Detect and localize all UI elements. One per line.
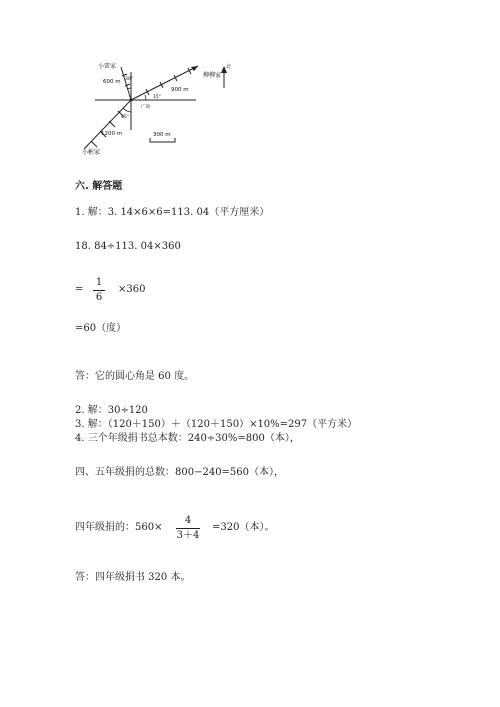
line-7: 3. 解：（120＋150）＋（120＋150）×10%=297（平方米） [75,419,358,430]
angle-arc-15 [145,95,146,100]
fraction-bar [176,528,200,529]
line-4: =60（度） [75,323,127,334]
fraction-denominator: 3＋4 [176,530,200,541]
line-2: 18. 84÷113. 04×360 [75,241,181,252]
plaza-point [130,99,133,102]
label-scale: 300 m [153,132,171,138]
label-angle-15: 15° [153,95,161,100]
line-3-prefix: = [75,284,84,295]
line-10-suffix: =320（本）。 [212,522,275,533]
label-north: 北 [226,64,232,70]
label-xiaobin-home: 小彬家 [82,149,101,156]
direction-figure [0,0,500,175]
label-dist-1200: 1200 m [101,131,123,137]
fraction-bar [93,290,105,291]
line-9: 四、五年级捐的总数：800−240=560（本）， [75,467,285,478]
route-to-liuliu [131,66,198,100]
label-plaza: 广场 [141,105,150,110]
route-to-xiaolei [121,67,131,100]
fraction-four-sevenths [176,515,200,542]
section-title: 六. 解答题 [75,181,123,192]
label-angle-45: 45° [121,115,129,120]
label-angle-30: 30° [125,77,133,82]
line-8: 4. 三个年级捐书总本数：240÷30%=800（本）， [75,433,300,444]
line-10-prefix: 四年级捐的：560× [75,522,163,533]
fraction-one-sixth [93,277,105,304]
line-1: 1. 解：3. 14×6×6=113. 04（平方厘米） [75,207,270,218]
fraction-denominator: 6 [95,292,103,303]
scale-bar [150,138,175,142]
fraction-numerator: 4 [184,515,192,526]
label-dist-600: 600 m [103,79,121,85]
label-xiaolei-home: 小雷家 [98,63,117,70]
fraction-numerator: 1 [95,277,103,288]
line-11: 答：四年级捐书 320 本。 [75,572,191,583]
line-6: 2. 解：30÷120 [75,405,148,416]
label-dist-900: 900 m [171,87,189,93]
label-liuliu-home: 柳柳家 [203,72,222,79]
line-5: 答：它的圆心角是 60 度。 [75,371,195,382]
angle-arc-45 [123,108,131,112]
line-3-suffix: ×360 [118,284,146,295]
